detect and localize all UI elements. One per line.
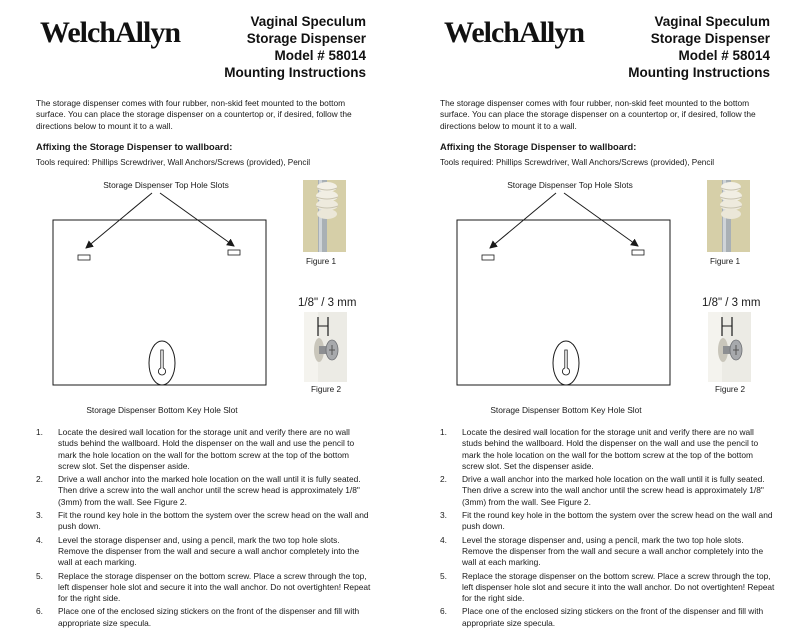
- title-line: Vaginal Speculum: [654, 14, 770, 29]
- figure-2-photo: [708, 312, 751, 382]
- step-item: [440, 510, 776, 533]
- step-item: [440, 571, 776, 605]
- step-text: Level the storage dispenser and, using a pencil, mark the two top hole slots. Remove the dispenser from the wall and secure a wall anchor completely into the wall at each marking.: [58, 534, 360, 568]
- top-hole-slot-right: [228, 250, 240, 255]
- step-number: 5.: [36, 570, 43, 581]
- step-number: 3.: [440, 510, 447, 521]
- step-text: Replace the storage dispenser on the bottom screw. Place a screw through the top, left dispenser hole slot and secure it into the wall anchor. Do not overtighten! Repeat for the right side.: [462, 570, 775, 604]
- step-number: 6.: [440, 606, 447, 617]
- top-hole-slot-right: [632, 250, 644, 255]
- key-hole-slot-outline: [149, 341, 175, 385]
- instruction-sheet-right: [404, 0, 808, 628]
- step-text: Level the storage dispenser and, using a pencil, mark the two top hole slots. Remove the dispenser from the wall and secure a wall anchor completely into the wall at each marking.: [462, 534, 764, 568]
- step-text: Place one of the enclosed sizing stickers on the front of the dispenser and fill with appropriate size specula.: [58, 606, 360, 628]
- step-item: [440, 427, 776, 472]
- instruction-sheet-left: [0, 0, 404, 628]
- title-line: Mounting Instructions: [224, 65, 366, 80]
- document-title: [628, 13, 770, 81]
- step-text: Drive a wall anchor into the marked hole location on the wall until it is fully seated. Then drive a screw into the wall anchor until the screw head is approximately 1/8" (3mm) from the wall. See Figure 2.: [58, 474, 361, 507]
- step-text: Fit the round key hole in the bottom the system over the screw head on the wall and push down.: [58, 510, 369, 532]
- figure-1-photo: [303, 180, 346, 252]
- step-item: [440, 474, 776, 508]
- title-line: Storage Dispenser: [246, 31, 366, 46]
- step-number: 3.: [36, 510, 43, 521]
- gap-dimension: 1/8" / 3 mm: [702, 297, 761, 309]
- section-heading: Affixing the Storage Dispenser to wallboard:: [440, 142, 637, 152]
- top-hole-slot-left: [78, 255, 90, 260]
- step-number: 1.: [440, 427, 447, 437]
- step-item: [36, 606, 372, 629]
- instruction-steps: [440, 427, 776, 631]
- step-number: 2.: [36, 474, 43, 485]
- step-item: [36, 474, 372, 508]
- tools-required: Tools required: Phillips Screwdriver, Wall Anchors/Screws (provided), Pencil: [440, 158, 715, 167]
- top-hole-slot-left: [482, 255, 494, 260]
- step-text: Fit the round key hole in the bottom the system over the screw head on the wall and push down.: [462, 510, 773, 532]
- section-heading: Affixing the Storage Dispenser to wallboard:: [36, 142, 233, 152]
- bottom-key-hole-label: Storage Dispenser Bottom Key Hole Slot: [86, 405, 238, 415]
- intro-paragraph: The storage dispenser comes with four rubber, non-skid feet mounted to the bottom surface. You can place the storage dispenser on a countertop or, if desired, follow the directions below to mount it to a wall.: [36, 98, 352, 131]
- instruction-steps: [36, 427, 372, 631]
- bottom-key-hole-label: Storage Dispenser Bottom Key Hole Slot: [490, 405, 642, 415]
- step-text: Locate the desired wall location for the storage unit and verify there are no wall studs behind the wallboard. Hold the dispenser on the wall and use the pencil to mark the hole location on the wall for the bottom screw at the top of the bottom screw slot. Set the dispenser aside.: [58, 427, 355, 471]
- tools-required: Tools required: Phillips Screwdriver, Wall Anchors/Screws (provided), Pencil: [36, 158, 311, 167]
- key-hole-slot-outline: [553, 341, 579, 385]
- title-line: Vaginal Speculum: [250, 14, 366, 29]
- welch-allyn-logo: WelchAllyn: [444, 16, 585, 49]
- title-line: Model # 58014: [678, 48, 770, 63]
- title-line: Mounting Instructions: [628, 65, 770, 80]
- welch-allyn-logo: WelchAllyn: [40, 16, 181, 49]
- document-title: [224, 13, 366, 81]
- step-text: Replace the storage dispenser on the bottom screw. Place a screw through the top, left dispenser hole slot and secure it into the wall anchor. Do not overtighten! Repeat for the right side.: [58, 570, 371, 604]
- step-number: 6.: [36, 606, 43, 617]
- intro-paragraph: The storage dispenser comes with four rubber, non-skid feet mounted to the bottom surface. You can place the storage dispenser on a countertop or, if desired, follow the directions below to mount it to a wall.: [440, 98, 756, 131]
- step-text: Locate the desired wall location for the storage unit and verify there are no wall studs behind the wallboard. Hold the dispenser on the wall and use the pencil to mark the hole location on the wall for the bottom screw at the top of the bottom screw slot. Set the dispenser aside.: [462, 427, 759, 471]
- step-item: [36, 427, 372, 472]
- title-line: Storage Dispenser: [650, 31, 770, 46]
- top-hole-slots-label: Storage Dispenser Top Hole Slots: [103, 180, 229, 190]
- step-item: [440, 535, 776, 569]
- step-item: [36, 535, 372, 569]
- step-text: Place one of the enclosed sizing stickers on the front of the dispenser and fill with appropriate size specula.: [462, 606, 764, 628]
- step-text: Drive a wall anchor into the marked hole location on the wall until it is fully seated. Then drive a screw into the wall anchor until the screw head is approximately 1/8" (3mm) from the wall. See Figure 2.: [462, 474, 765, 507]
- step-number: 4.: [36, 534, 43, 545]
- figure-1-caption: Figure 1: [710, 257, 741, 266]
- figure-1-photo: [707, 180, 750, 252]
- step-number: 2.: [440, 474, 447, 485]
- step-item: [440, 606, 776, 629]
- step-item: [36, 510, 372, 533]
- step-number: 1.: [36, 427, 43, 437]
- step-number: 5.: [440, 570, 447, 581]
- step-item: [36, 571, 372, 605]
- top-hole-slots-label: Storage Dispenser Top Hole Slots: [507, 180, 633, 190]
- step-number: 4.: [440, 534, 447, 545]
- gap-dimension: 1/8" / 3 mm: [298, 297, 357, 309]
- title-line: Model # 58014: [274, 48, 366, 63]
- figure-2-caption: Figure 2: [715, 385, 746, 394]
- figure-2-caption: Figure 2: [311, 385, 342, 394]
- figure-2-photo: [304, 312, 347, 382]
- figure-1-caption: Figure 1: [306, 257, 337, 266]
